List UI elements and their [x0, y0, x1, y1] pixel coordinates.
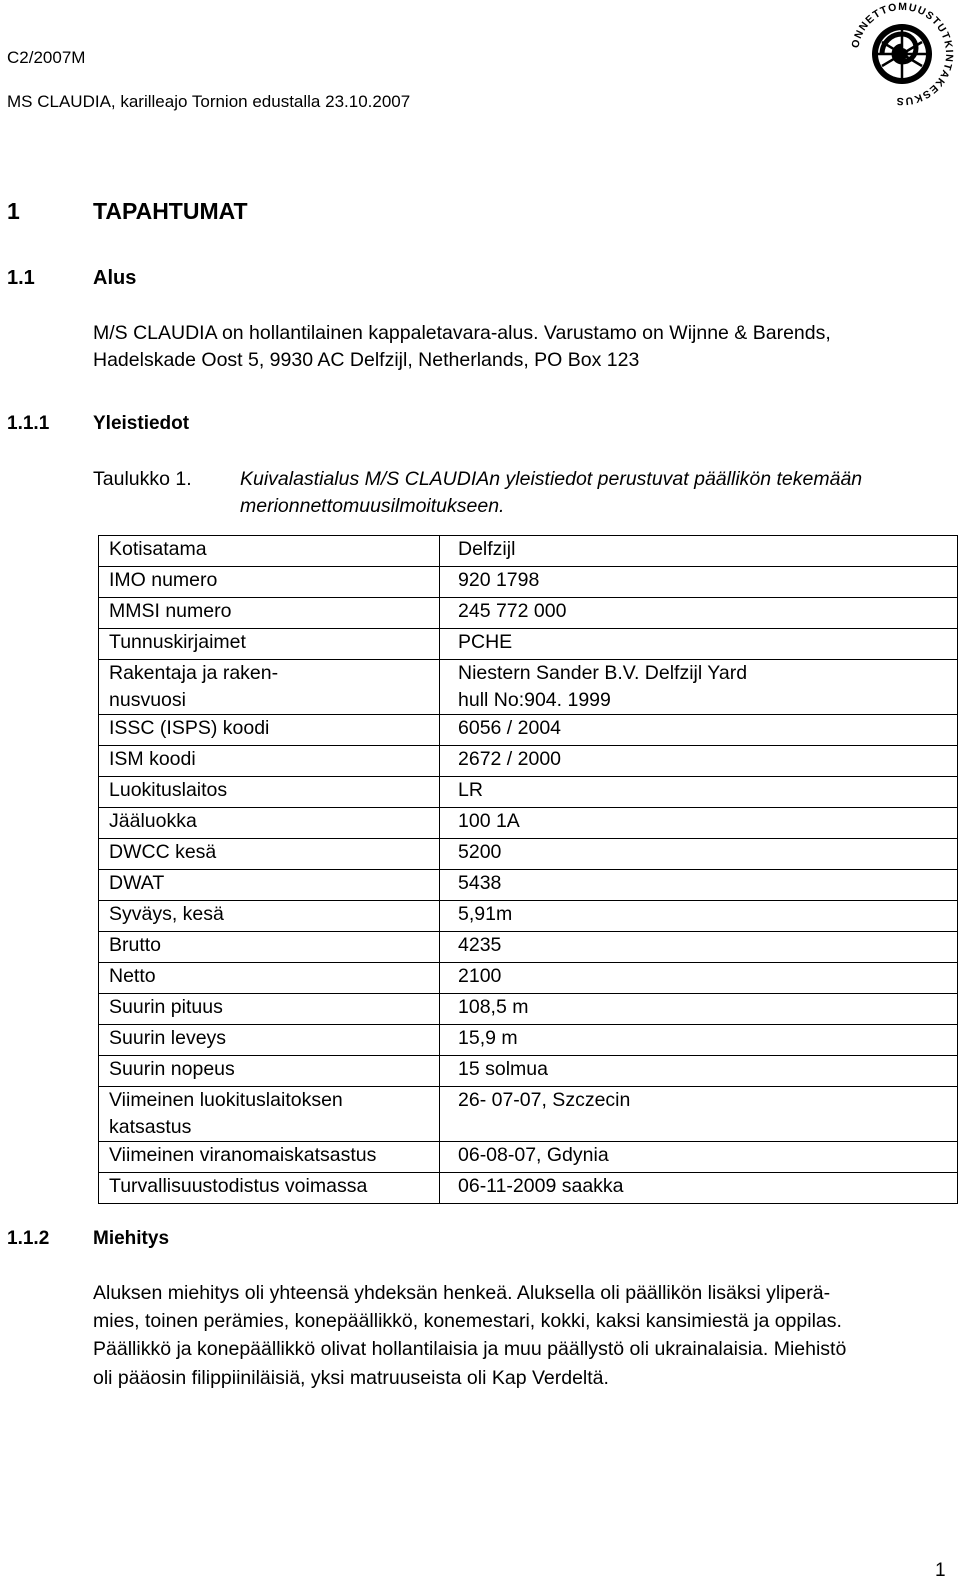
spec-value: 15 solmua [440, 1056, 958, 1087]
spec-row [99, 1087, 958, 1142]
spec-label: Brutto [99, 932, 440, 963]
table-label: Taulukko 1. [93, 468, 192, 490]
spec-value: 26- 07-07, Szczecin [440, 1087, 958, 1142]
spec-label: Suurin pituus [99, 994, 440, 1025]
spec-label: Netto [99, 963, 440, 994]
document-id: C2/2007M [7, 48, 86, 67]
vessel-paragraph-line-2: Hadelskade Oost 5, 9930 AC Delfzijl, Netherlands, PO Box 123 [93, 349, 640, 371]
table-caption-line-1: Kuivalastialus M/S CLAUDIAn yleistiedot perustuvat päällikön tekemään [240, 468, 863, 490]
spec-row [99, 963, 958, 994]
vessel-specifications-table [98, 535, 958, 1204]
spec-value: 4235 [440, 932, 958, 963]
spec-row [99, 808, 958, 839]
spec-value: 245 772 000 [440, 598, 958, 629]
spec-value: 5200 [440, 839, 958, 870]
section-1-1-2-title: Miehitys [93, 1228, 170, 1249]
spec-row [99, 1173, 958, 1204]
spec-row [99, 994, 958, 1025]
spec-value: LR [440, 777, 958, 808]
spec-value: 06-11-2009 saakka [440, 1173, 958, 1204]
spec-value: Delfzijl [440, 536, 958, 567]
crew-paragraph-line-3: Päällikkö ja konepäällikkö olivat hollantilaisia ja muu päällystö oli ukrainalaisia. Miehistö [93, 1338, 847, 1360]
spec-value: Niestern Sander B.V. Delfzijl Yard hull No:904. 1999 [440, 660, 958, 715]
spec-label: IMO numero [99, 567, 440, 598]
spec-label: Viimeinen viranomaiskatsastus [99, 1142, 440, 1173]
spec-value: 2100 [440, 963, 958, 994]
table-caption-line-2: merionnettomuusilmoitukseen. [240, 495, 505, 517]
spec-row [99, 870, 958, 901]
spec-row [99, 629, 958, 660]
section-1-1-title: Alus [93, 267, 137, 289]
spec-value: 100 1A [440, 808, 958, 839]
spec-row [99, 1056, 958, 1087]
spec-label: Jääluokka [99, 808, 440, 839]
spec-label: Kotisatama [99, 536, 440, 567]
spec-value: 6056 / 2004 [440, 715, 958, 746]
section-1-1-2-number: 1.1.2 [7, 1228, 50, 1249]
spec-label: Suurin nopeus [99, 1056, 440, 1087]
spec-row [99, 715, 958, 746]
crew-paragraph-line-2: mies, toinen perämies, konepäällikkö, konemestari, kokki, kaksi kansimiestä ja oppilas. [93, 1310, 842, 1332]
spec-row [99, 567, 958, 598]
crew-paragraph-line-4: oli pääosin filippiiniläisiä, yksi matruuseista oli Kap Verdeltä. [93, 1367, 609, 1389]
spec-label: ISM koodi [99, 746, 440, 777]
vessel-paragraph-line-1: M/S CLAUDIA on hollantilainen kappaletavara-alus. Varustamo on Wijnne & Barends, [93, 322, 831, 344]
logo-ring-text: ONNETTOMUUSTUTKINTAKESKUS [849, 2, 956, 106]
spec-row [99, 1025, 958, 1056]
section-1-1-1-title: Yleistiedot [93, 413, 190, 434]
crew-paragraph-line-1: Aluksen miehitys oli yhteensä yhdeksän henkeä. Aluksella oli päällikön lisäksi yliperä- [93, 1282, 831, 1304]
spec-row [99, 536, 958, 567]
section-1-1-1-number: 1.1.1 [7, 413, 50, 434]
page-number: 1 [935, 1560, 946, 1581]
spec-value: 2672 / 2000 [440, 746, 958, 777]
logo-swirl-icon [872, 24, 932, 84]
spec-row [99, 777, 958, 808]
section-1-number: 1 [7, 198, 20, 224]
spec-row [99, 901, 958, 932]
spec-value: 5,91m [440, 901, 958, 932]
spec-label: Suurin leveys [99, 1025, 440, 1056]
spec-value: 06-08-07, Gdynia [440, 1142, 958, 1173]
spec-label: MMSI numero [99, 598, 440, 629]
section-1-1-number: 1.1 [7, 267, 35, 289]
spec-label: ISSC (ISPS) koodi [99, 715, 440, 746]
spec-value: 5438 [440, 870, 958, 901]
spec-label: Rakentaja ja raken- nusvuosi [99, 660, 440, 715]
spec-label: Turvallisuustodistus voimassa [99, 1173, 440, 1204]
spec-value: 920 1798 [440, 567, 958, 598]
spec-value: 15,9 m [440, 1025, 958, 1056]
spec-value: PCHE [440, 629, 958, 660]
spec-label: Viimeinen luokituslaitoksen katsastus [99, 1087, 440, 1142]
spec-label: Luokituslaitos [99, 777, 440, 808]
spec-row [99, 1142, 958, 1173]
spec-label: Syväys, kesä [99, 901, 440, 932]
spec-row [99, 746, 958, 777]
spec-label: DWCC kesä [99, 839, 440, 870]
spec-row [99, 839, 958, 870]
spec-row [99, 598, 958, 629]
section-1-title: TAPAHTUMAT [93, 198, 248, 224]
spec-label: DWAT [99, 870, 440, 901]
spec-value: 108,5 m [440, 994, 958, 1025]
spec-row [99, 932, 958, 963]
onnettomuustutkintakeskus-logo [846, 2, 958, 106]
spec-label: Tunnuskirjaimet [99, 629, 440, 660]
spec-row [99, 660, 958, 715]
document-subtitle: MS CLAUDIA, karilleajo Tornion edustalla 23.10.2007 [7, 92, 411, 111]
